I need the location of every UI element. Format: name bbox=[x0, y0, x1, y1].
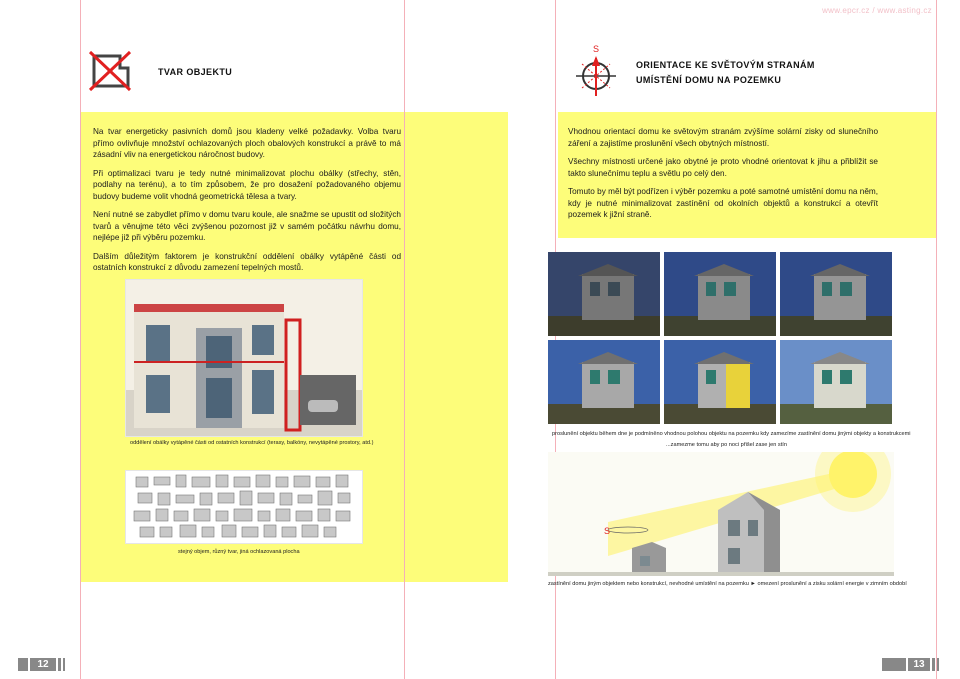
caption: oddělení obálky vytápěné části od ostatních konstrukcí (terasy, balkóny, nevytápěné prostory, atd.) bbox=[130, 440, 374, 446]
bar-block bbox=[882, 658, 906, 671]
sun-study-image bbox=[664, 340, 776, 424]
yellow-band-edge-left bbox=[450, 112, 480, 582]
compass-north-label: S bbox=[592, 44, 600, 54]
paragraph: Na tvar energeticky pasivních domů jsou kladeny velké požadavky. Volba tvaru přímo ovlivňuje množství ochlazovaných ploch obalových konstrukcí a právě to má zásadní vliv na energetickou náročnost budovy. bbox=[93, 127, 401, 159]
house-image bbox=[125, 279, 363, 437]
guide-line bbox=[80, 0, 81, 679]
paragraph: Při optimalizaci tvaru je tedy nutné minimalizovat plochu obálky (střechy, stěn, podlahy na terénu), a to tím způsobem, že pro dosažení požadovaného objemu budovy budeme volit vhodná geometrická tělesa a tvary. bbox=[93, 168, 401, 201]
sun-study-image bbox=[780, 340, 892, 424]
bar-block bbox=[18, 658, 28, 671]
shading-illustration bbox=[548, 452, 894, 576]
sun-study-image bbox=[548, 340, 660, 424]
caption: ...zamezme tomu aby po noci přišel zase jen stín bbox=[666, 442, 787, 448]
section-title: ORIENTACE KE SVĚTOVÝM STRANÁM bbox=[636, 60, 815, 70]
sun-study-image bbox=[780, 252, 892, 336]
page-number: 13 bbox=[908, 658, 930, 671]
shading-image bbox=[548, 452, 894, 576]
page-number: 12 bbox=[30, 658, 56, 671]
section-subtitle: UMÍSTĚNÍ DOMU NA POZEMKU bbox=[636, 75, 782, 85]
shapes-illustration bbox=[126, 471, 362, 543]
text-column-right bbox=[568, 126, 878, 228]
text-column-left bbox=[93, 126, 401, 281]
bar-block bbox=[63, 658, 65, 671]
page-number-bar bbox=[882, 658, 940, 671]
shapes-image bbox=[125, 470, 363, 544]
caption: zastínění domu jiným objektem nebo konstrukcí, nevhodné umístění na pozemku ► omezení proslunění a zisku solární energie v zimním období bbox=[548, 581, 907, 587]
caption: stejný objem, různý tvar, jiná ochlazovaná plocha bbox=[178, 549, 300, 555]
right-page bbox=[480, 0, 960, 679]
bar-block bbox=[58, 658, 61, 671]
yellow-band-edge-right bbox=[480, 112, 508, 582]
section-title: TVAR OBJEKTU bbox=[158, 67, 233, 77]
page-number-bar bbox=[18, 658, 78, 671]
paragraph: Dalším důležitým faktorem je konstrukční oddělení obálky vytápěné části od ostatních konstrukcí z důvodu zamezení tepelných mostů. bbox=[93, 251, 401, 272]
guide-line bbox=[936, 0, 937, 679]
compass-icon bbox=[574, 42, 618, 98]
sun-study-image bbox=[664, 252, 776, 336]
caption: proslunění objektu během dne je podmíněno vhodnou polohou objektu na pozemku kdy zamezíme zastínění domu jinými objekty a konstrukcemi bbox=[552, 431, 911, 437]
paragraph: Všechny místnosti určené jako obytné je proto vhodné orientovat k jihu a přiblížit se takto slunečnímu teplu a světlu po celý den. bbox=[568, 157, 878, 178]
shadow-north-label: S bbox=[604, 526, 611, 536]
site-url: www.epcr.cz / www.asting.cz bbox=[822, 6, 932, 15]
bar-block bbox=[932, 658, 935, 671]
bar-block bbox=[937, 658, 939, 671]
sun-study-image bbox=[548, 252, 660, 336]
paragraph: Tomuto by měl být podřízen i výběr pozemku a poté samotné umístění domu na něm, kdy je nutné minimalizovat zastínění od okolních objektů a konstrukcí a otevřít pozemek k jižní straně. bbox=[568, 187, 878, 219]
paragraph: Vhodnou orientací domu ke světovým stranám zvýšíme solární zisky od slunečního záření a zajistíme proslunění všech obytných místností. bbox=[568, 127, 878, 148]
guide-line bbox=[404, 0, 405, 679]
paragraph: Není nutné se zabydlet přímo v domu tvaru koule, ale snažme se upustit od složitých tvarů a věnujme této věci zvýšenou pozornost již v samém počátku návrhu domu, nejlépe již při výběru pozemku. bbox=[93, 210, 401, 242]
sun-study-grid bbox=[548, 252, 894, 426]
shape-crossed-icon bbox=[86, 48, 136, 94]
house-illustration bbox=[126, 280, 362, 436]
